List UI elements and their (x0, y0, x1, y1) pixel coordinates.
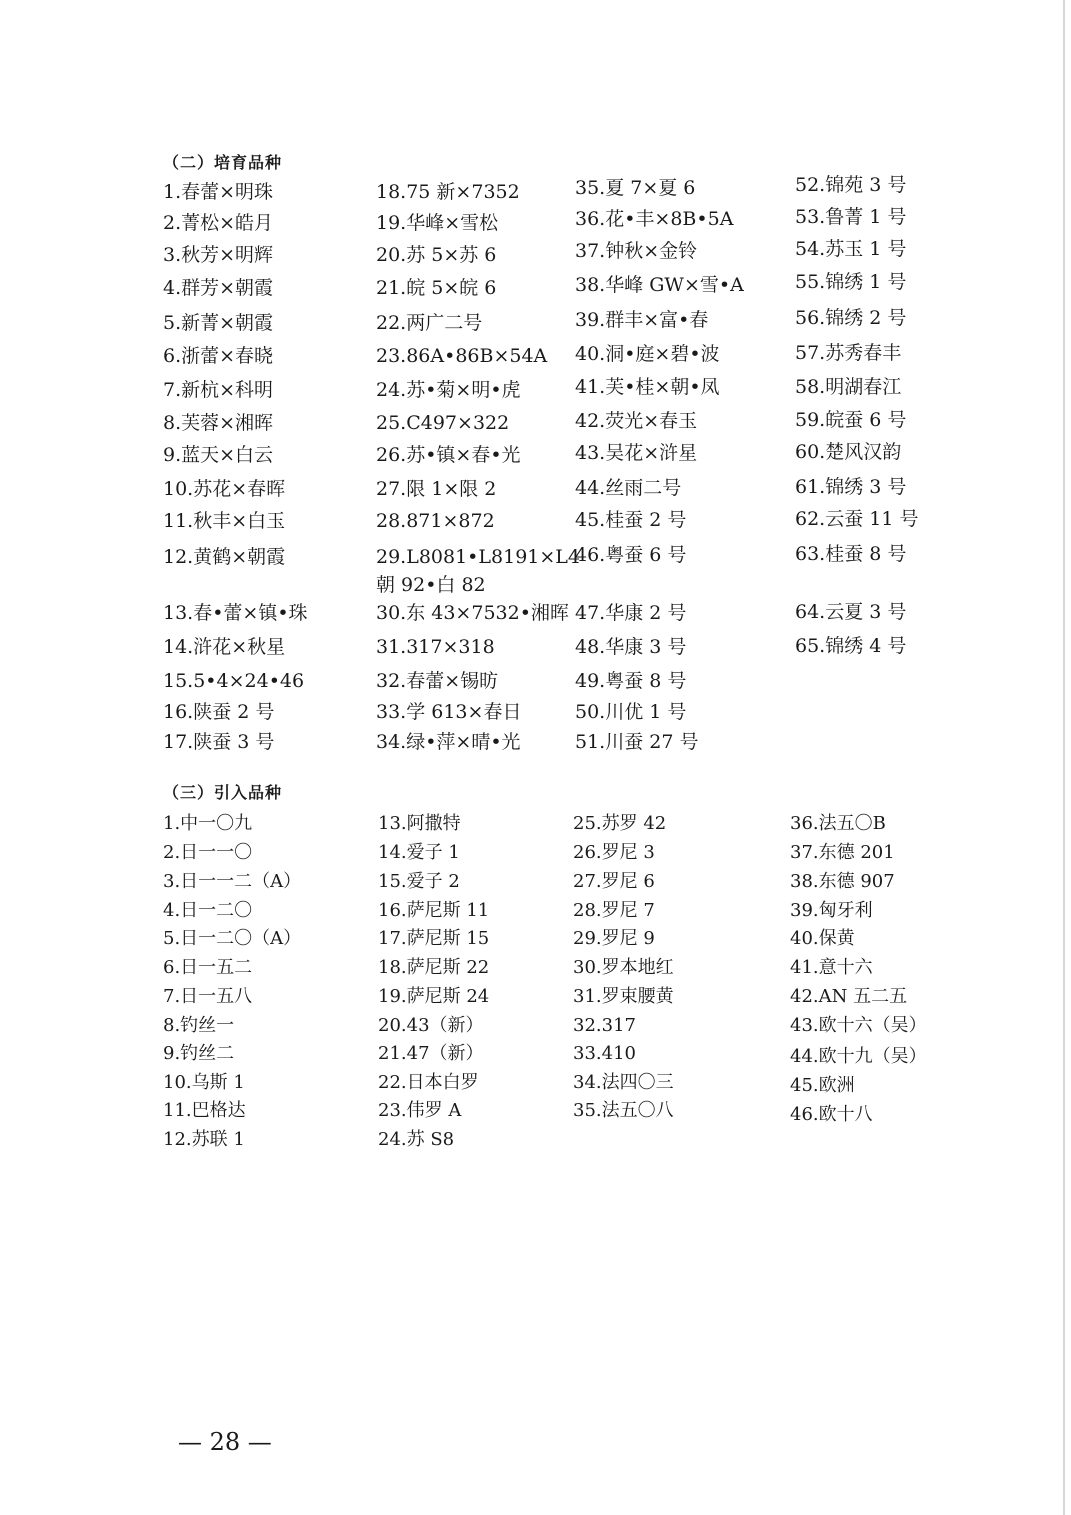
list-item: 25.苏罗 42 (573, 813, 667, 834)
list-item: 5.新菁×朝霞 (163, 312, 274, 334)
list-item: 12.苏联 1 (163, 1129, 245, 1150)
list-item: 65.锦绣 4 号 (795, 635, 907, 657)
list-item: 1.中一〇九 (163, 813, 253, 834)
list-item: 5.日一二〇（A） (163, 928, 302, 949)
list-item: 2.日一一〇 (163, 842, 253, 863)
list-item: 41.芙•桂×朝•凤 (575, 376, 720, 398)
list-item: 30.罗本地红 (573, 957, 674, 978)
list-item: 17.萨尼斯 15 (378, 928, 490, 949)
list-item: 25.C497×322 (376, 412, 510, 434)
list-item: 11.秋丰×白玉 (163, 510, 286, 532)
list-item: 13.阿撒特 (378, 813, 461, 834)
list-item: 12.黄鹤×朝霞 (163, 546, 286, 568)
list-item: 27.罗尼 6 (573, 871, 655, 892)
list-item: 33.学 613×春日 (376, 701, 522, 723)
list-item: 9.钓丝二 (163, 1043, 235, 1064)
list-item: 54.苏玉 1 号 (795, 238, 907, 260)
list-item: 24.苏 S8 (378, 1129, 455, 1150)
list-item: 28.871×872 (376, 510, 495, 532)
list-item: 22.两广二号 (376, 312, 483, 334)
list-item: 15.爱子 2 (378, 871, 460, 892)
list-item: 18.萨尼斯 22 (378, 957, 490, 978)
list-item: 20.苏 5×苏 6 (376, 244, 497, 266)
list-item: 19.华峰×雪松 (376, 212, 499, 234)
list-item: 55.锦绣 1 号 (795, 271, 907, 293)
list-item: 16.萨尼斯 11 (378, 900, 490, 921)
list-item: 21.皖 5×皖 6 (376, 277, 497, 299)
list-item: 50.川优 1 号 (575, 701, 687, 723)
list-item: 37.东德 201 (790, 842, 895, 863)
list-item: 36.花•丰×8B•5A (575, 208, 734, 230)
list-item: 21.47（新） (378, 1043, 484, 1064)
list-item: 1.春蕾×明珠 (163, 181, 274, 203)
list-item: 32.317 (573, 1015, 636, 1036)
list-item: 58.明湖春江 (795, 376, 902, 398)
list-item: 35.夏 7×夏 6 (575, 177, 696, 199)
list-item: 10.苏花×春晖 (163, 478, 286, 500)
list-item: 26.苏•镇×春•光 (376, 444, 521, 466)
list-item: 45.桂蚕 2 号 (575, 509, 687, 531)
list-item: 49.粤蚕 8 号 (575, 670, 687, 692)
list-item: 6.浙蕾×春晓 (163, 345, 274, 367)
list-item: 3.日一一二（A） (163, 871, 302, 892)
list-item: 42.AN 五二五 (790, 986, 908, 1007)
list-item: 62.云蚕 11 号 (795, 508, 919, 530)
list-item: 44.欧十九（吴） (790, 1046, 927, 1067)
list-item: 38.华峰 GW×雪•A (575, 274, 744, 296)
list-item: 17.陕蚕 3 号 (163, 731, 275, 753)
list-item: 34.绿•萍×晴•光 (376, 731, 521, 753)
list-item: 53.鲁菁 1 号 (795, 206, 907, 228)
list-item: 28.罗尼 7 (573, 900, 655, 921)
list-item: 22.日本白罗 (378, 1072, 479, 1093)
list-item: 38.东德 907 (790, 871, 895, 892)
section3-heading: （三）引入品种 (163, 783, 283, 802)
list-item: 31.317×318 (376, 636, 495, 658)
list-item: 29.L8081•L8191×L4 (376, 546, 580, 568)
list-item: 24.苏•菊×明•虎 (376, 379, 521, 401)
list-item: 32.春蕾×锡昉 (376, 670, 499, 692)
list-item: 10.乌斯 1 (163, 1072, 245, 1093)
list-item: 29.罗尼 9 (573, 928, 655, 949)
list-item: 46.欧十八 (790, 1104, 873, 1125)
list-item: 57.苏秀春丰 (795, 342, 902, 364)
list-item: 60.楚风汉韵 (795, 441, 902, 463)
list-item: 36.法五〇B (790, 813, 886, 834)
list-item: 26.罗尼 3 (573, 842, 655, 863)
list-item: 23.86A•86B×54A (376, 345, 548, 367)
list-item: 40.洞•庭×碧•波 (575, 343, 720, 365)
list-item: 朝 92•白 82 (376, 574, 486, 596)
list-item: 64.云夏 3 号 (795, 601, 907, 623)
list-item: 35.法五〇八 (573, 1100, 674, 1121)
list-item: 19.萨尼斯 24 (378, 986, 490, 1007)
list-item: 14.爱子 1 (378, 842, 460, 863)
list-item: 39.匈牙利 (790, 900, 873, 921)
list-item: 30.东 43×7532•湘晖 (376, 602, 569, 624)
list-item: 4.群芳×朝霞 (163, 277, 274, 299)
list-item: 11.巴格达 (163, 1100, 246, 1121)
page-number: — 28 — (178, 1428, 272, 1456)
list-item: 3.秋芳×明辉 (163, 244, 274, 266)
list-item: 43.欧十六（吴） (790, 1015, 927, 1036)
list-item: 31.罗束腰黄 (573, 986, 674, 1007)
list-item: 15.5•4×24•46 (163, 670, 305, 692)
list-item: 8.钓丝一 (163, 1015, 235, 1036)
list-item: 7.新杭×科明 (163, 379, 274, 401)
list-item: 6.日一五二 (163, 957, 253, 978)
list-item: 2.菁松×皓月 (163, 212, 274, 234)
list-item: 44.丝雨二号 (575, 477, 682, 499)
list-item: 41.意十六 (790, 957, 873, 978)
list-item: 42.荧光×春玉 (575, 410, 698, 432)
list-item: 13.春•蕾×镇•珠 (163, 602, 308, 624)
list-item: 33.410 (573, 1043, 636, 1064)
list-item: 8.芙蓉×湘晖 (163, 412, 274, 434)
list-item: 48.华康 3 号 (575, 636, 687, 658)
page-edge (1063, 0, 1065, 1515)
list-item: 59.皖蚕 6 号 (795, 409, 907, 431)
list-item: 23.伟罗 A (378, 1100, 462, 1121)
list-item: 56.锦绣 2 号 (795, 307, 907, 329)
list-item: 47.华康 2 号 (575, 602, 687, 624)
list-item: 14.浒花×秋星 (163, 636, 286, 658)
list-item: 40.保黄 (790, 928, 855, 949)
list-item: 27.限 1×限 2 (376, 478, 497, 500)
list-item: 46.粤蚕 6 号 (575, 544, 687, 566)
list-item: 20.43（新） (378, 1015, 484, 1036)
list-item: 45.欧洲 (790, 1075, 855, 1096)
list-item: 43.吴花×浒星 (575, 442, 698, 464)
list-item: 52.锦苑 3 号 (795, 174, 907, 196)
list-item: 7.日一五八 (163, 986, 253, 1007)
list-item: 16.陕蚕 2 号 (163, 701, 275, 723)
list-item: 63.桂蚕 8 号 (795, 543, 907, 565)
list-item: 9.蓝天×白云 (163, 444, 274, 466)
list-item: 4.日一二〇 (163, 900, 253, 921)
list-item: 37.钟秋×金铃 (575, 240, 698, 262)
list-item: 39.群丰×富•春 (575, 309, 709, 331)
list-item: 51.川蚕 27 号 (575, 731, 699, 753)
section2-heading: （二）培育品种 (163, 153, 283, 172)
list-item: 18.75 新×7352 (376, 181, 520, 203)
list-item: 61.锦绣 3 号 (795, 476, 907, 498)
list-item: 34.法四〇三 (573, 1072, 674, 1093)
